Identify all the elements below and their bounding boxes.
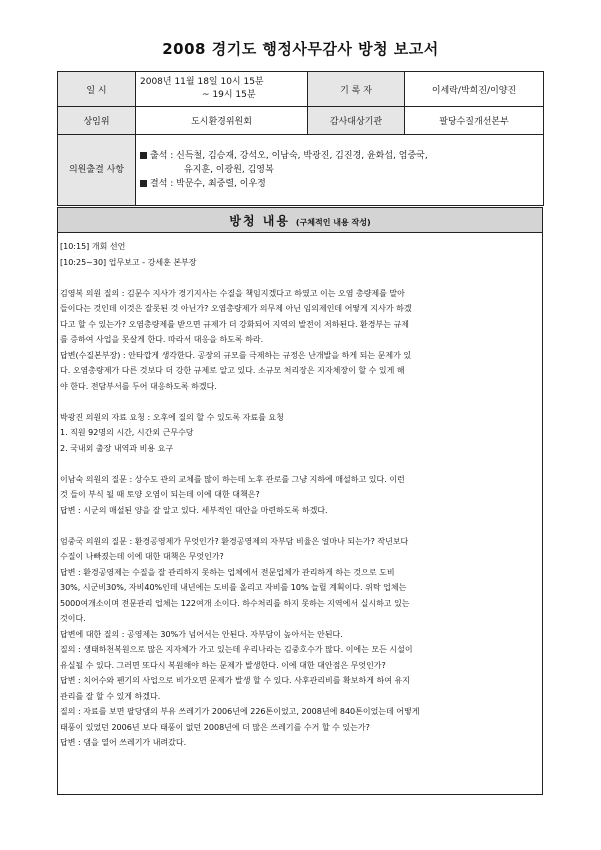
content-line: 것 들이 부식 될 때 토양 오염이 되는데 이에 대한 대책은? [60, 490, 260, 499]
attendance-cell [136, 135, 544, 206]
content-line: 답변에 대한 질의 : 공영제는 30%가 넘어서는 안된다. 자부담이 높아서는 안된다. [60, 629, 343, 639]
date-line2: ~ 19시 15분 [202, 90, 256, 100]
content-line: 질의 : 자료를 보면 팔당댐의 부유 쓰레기가 2006년에 226톤이었고, 2008년에 840톤이었는데 어떻게 [60, 707, 420, 716]
section-title: 방청 내용 [229, 214, 290, 228]
blank-line [60, 518, 542, 534]
content-line: 것이다. [60, 614, 86, 623]
absent-row [140, 177, 539, 191]
content-line: 야 한다. 전담부서를 두어 대응하도록 하겠다. [60, 381, 217, 391]
section-subtitle: (구체적인 내용 작성) [295, 218, 371, 227]
content-line: [10:25~30] 업무보고 - 강세훈 본부장 [60, 257, 197, 267]
content-line: 엄중국 의원의 질문 : 환경공영제가 무엇인가? 환경공영제의 자부담 비율은 얼마나 되는가? 작년보다 [60, 536, 409, 546]
content-line: 김영복 의원 질의 : 김문수 지사가 경기지사는 수질을 책임지겠다고 하였고 이는 오염 총량제를 말아 [60, 288, 405, 298]
content-line: 답변 : 댐을 열어 쓰레기가 내려갔다. [60, 738, 187, 747]
content-line: 태풍이 있었던 2006년 보다 태풍이 없던 2008년에 더 많은 쓰레기를 수거 할 수 있는가? [60, 722, 370, 732]
present-line1: 신득철, 김승재, 강석오, 이남숙, 박광진, 김진경, 윤화섭, 엄중국, [176, 151, 428, 161]
absent-value: 박문수, 최중렬, 이우정 [176, 179, 266, 189]
content-line: 유실될 수 있다. 그러면 또다시 복원해야 하는 문제가 발생한다. 이에 대한 대안점은 무엇인가? [60, 660, 386, 670]
content-text [60, 239, 542, 751]
content-line: 를 증하여 사업을 못살게 한다. 따라서 대응을 하도록 하라. [60, 335, 264, 344]
date-label: 일 시 [58, 72, 136, 107]
present-row [140, 149, 539, 163]
committee-value: 도시환경위원회 [136, 107, 308, 135]
checkbox-filled-icon [140, 180, 147, 187]
target-label: 감사대상기관 [308, 107, 405, 135]
content-line: 답변 : 치어수와 펜기의 사업으로 비가오면 문제가 발생 할 수 있다. 사후관리비를 확보하게 하여 유지 [60, 676, 410, 685]
content-line: 질의 : 생태하천복원으로 많은 지자체가 가고 있는데 우리나라는 김중호수가 많다. 이에는 모든 시설이 [60, 645, 413, 654]
committee-label: 상임위 [58, 107, 136, 135]
recorder-value: 이세락/박희진/이양진 [405, 72, 544, 107]
attendance-label: 의원출결 사항 [58, 135, 136, 206]
content-line: 1. 직원 92명의 시간, 시간외 근무수당 [60, 428, 194, 437]
present-label: 출석 : [150, 151, 174, 161]
content-line: 들이다는 것인데 이것은 잘못된 것 아닌가? 오염총량제가 의무제 아닌 임의제인데 어떻게 지사가 하겠 [60, 304, 412, 313]
content-line: 2. 국내외 출장 내역과 비용 요구 [60, 443, 174, 453]
present-line2: 유지훈, 이광원, 김영복 [184, 165, 274, 175]
content-line: 다고 할 수 있는가? 오염총량제를 받으면 규제가 더 강화되어 지역의 발전이 저하된다. 환경부는 규제 [60, 319, 409, 329]
recorder-label: 기 록 자 [308, 72, 405, 107]
content-line: 박광진 의원의 자료 요청 : 오후에 질의 할 수 있도록 자료를 요청 [60, 412, 284, 422]
content-line: 5000여개소이며 전문관리 업체는 122여개 소이다. 하수처리를 하지 못하는 지역에서 실시하고 있는 [60, 598, 410, 608]
section-heading [57, 207, 543, 233]
checkbox-filled-icon [140, 152, 147, 159]
blank-line [60, 270, 542, 286]
content-line: 수질이 나빠졌는데 이에 대한 대책은 무엇인가? [60, 552, 224, 561]
report-title: 2008 경기도 행정사무감사 방청 보고서 [162, 40, 439, 58]
content-line: 답변 : 시군의 매설된 양을 잘 알고 있다. 세부적인 대안을 마련하도록 하겠다. [60, 505, 328, 515]
target-value: 팔당수질개선본부 [405, 107, 544, 135]
date-line1: 2008년 11월 18일 10시 15분 [140, 77, 264, 87]
content-line: 관리를 잘 할 수 있게 하겠다. [60, 691, 161, 701]
content-line: 다. 오염총량제가 다른 것보다 더 강한 규제로 알고 있다. 소규모 처리장은 지자체장이 할 수 있게 해 [60, 366, 405, 375]
blank-line [60, 456, 542, 472]
content-line: 30%, 시군비30%, 자비40%인데 내년에는 도비를 올리고 자비를 10% 늘릴 계획이다. 위탁 업체는 [60, 583, 407, 592]
date-cell [136, 72, 308, 107]
content-line: [10:15] 개회 선언 [60, 242, 126, 251]
content-line: 답변 : 환경공영제는 수질을 잘 관리하지 못하는 업체에서 전문업체가 관리하게 하는 것으로 도비 [60, 567, 395, 577]
info-table [57, 71, 544, 206]
absent-label: 결석 : [150, 179, 174, 189]
content-line: 답변(수질본부장) : 안타깝게 생각한다. 공장의 규모를 극제하는 규정은 난개발을 하게 되는 문제가 있 [60, 350, 412, 360]
blank-line [60, 394, 542, 410]
content-line: 이남숙 의원의 질문 : 상수도 관의 교체를 많이 하는데 노후 관로를 그냥 지하에 매설하고 있다. 이런 [60, 474, 405, 484]
